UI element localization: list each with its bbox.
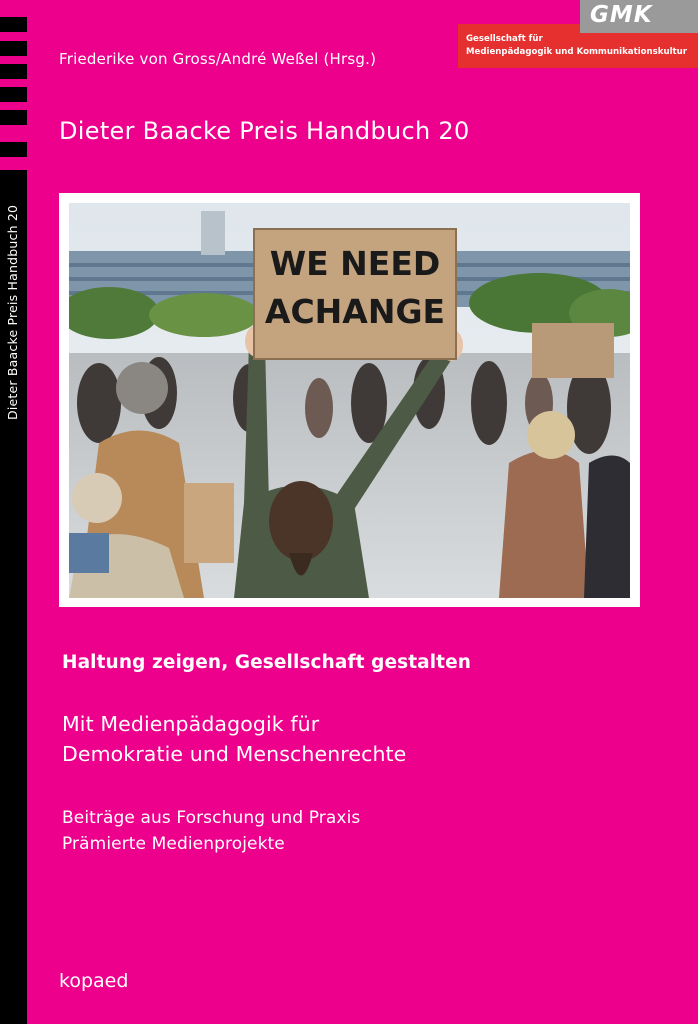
book-description-line: Beiträge aus Forschung und Praxis <box>62 808 361 828</box>
spine-top-stripes <box>0 0 27 170</box>
book-subtitle-line: Mit Medienpädagogik für <box>62 712 320 736</box>
spine-title: Dieter Baacke Preis Handbuch 20 <box>5 204 20 420</box>
book-subtitle-line: Demokratie und Menschenrechte <box>62 742 407 766</box>
cover-photo <box>69 203 630 598</box>
gmk-logo: GMK <box>590 2 653 28</box>
book-editors: Friederike von Gross/André Weßel (Hrsg.) <box>59 50 377 68</box>
sign-line-2: ACHANGE <box>264 292 446 331</box>
sign-line-1: WE NEED <box>269 244 441 283</box>
gmk-org-name-line: Gesellschaft für <box>466 34 543 44</box>
spine-stripe <box>0 41 27 56</box>
spine-stripe <box>0 142 27 157</box>
book-title: Haltung zeigen, Gesellschaft gestalten <box>62 652 472 673</box>
spine-stripe <box>0 87 27 102</box>
spine-stripe <box>0 17 27 32</box>
spine-stripe <box>0 110 27 125</box>
gmk-org-name-line: Medienpädagogik und Kommunikationskultur <box>466 47 688 57</box>
book-description-line: Prämierte Medienprojekte <box>62 834 285 854</box>
protest-scene-illustration <box>69 203 630 598</box>
series-title: Dieter Baacke Preis Handbuch 20 <box>59 117 470 145</box>
publisher-name: kopaed <box>59 970 129 992</box>
spine-stripe <box>0 64 27 79</box>
